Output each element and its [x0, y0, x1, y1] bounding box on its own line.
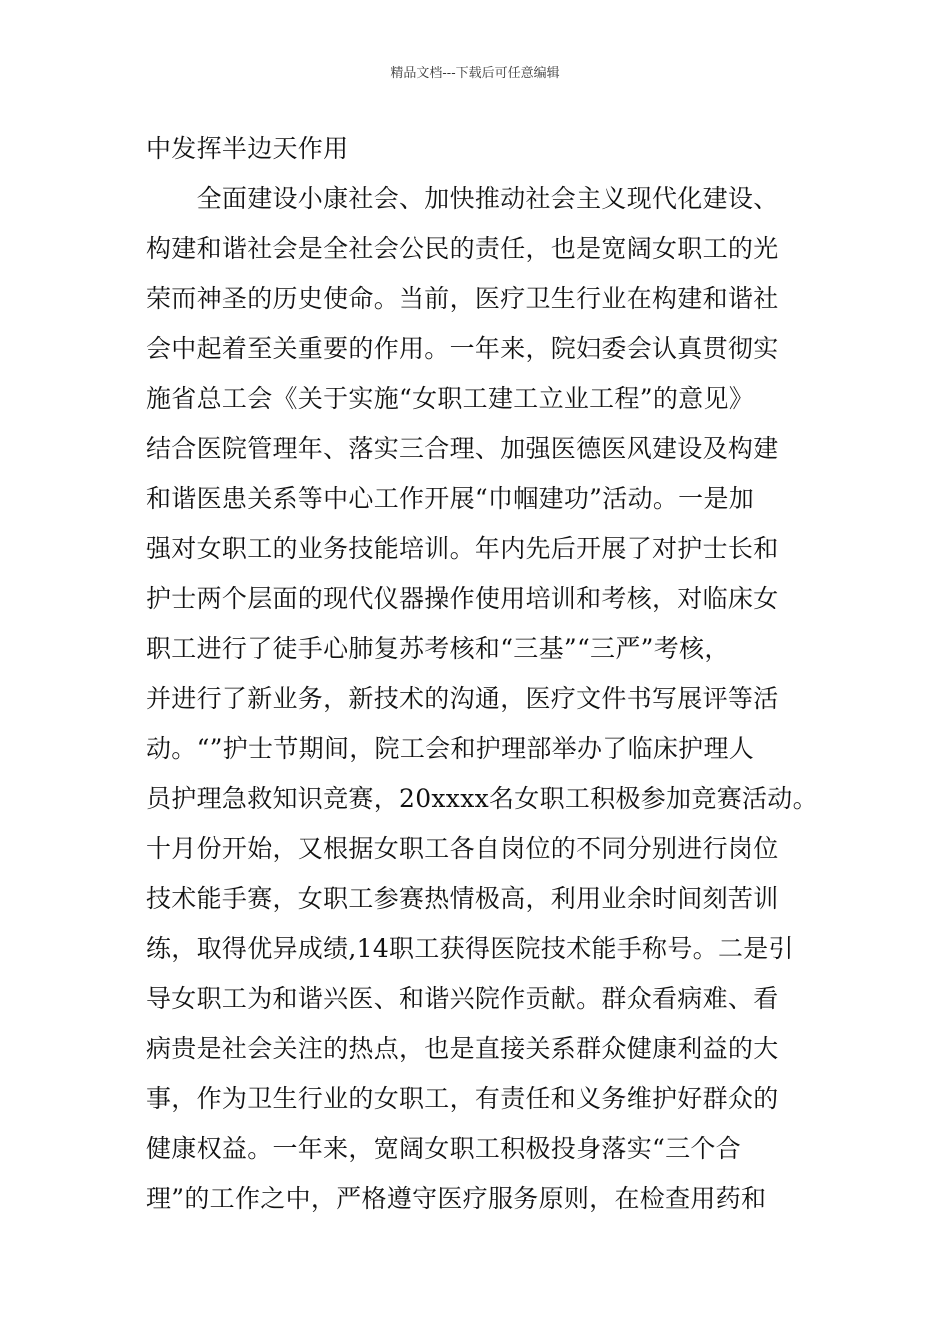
body-text	[146, 124, 846, 1224]
text-line: 练，取得优异成绩,14职工获得医院技术能手称号。二是引	[146, 934, 794, 963]
text-line: 会中起着至关重要的作用。一年来，院妇委会认真贯彻实	[146, 334, 779, 363]
text-line: 强对女职工的业务技能培训。年内先后开展了对护士长和	[146, 534, 779, 563]
text-line: 和谐医患关系等中心工作开展“巾帼建功”活动。一是加	[146, 484, 755, 513]
text-line: 健康权益。一年来，宽阔女职工积极投身落实“三个合	[146, 1134, 741, 1163]
text-line: 全面建设小康社会、加快推动社会主义现代化建设、	[146, 184, 779, 213]
text-line: 构建和谐社会是全社会公民的责任，也是宽阔女职工的光	[146, 234, 779, 263]
text-line: 十月份开始，又根据女职工各自岗位的不同分别进行岗位	[146, 834, 779, 863]
page-header: 精品文档---下载后可任意编辑	[390, 66, 560, 81]
text-line: 并进行了新业务，新技术的沟通，医疗文件书写展评等活	[146, 684, 779, 713]
text-line: 导女职工为和谐兴医、和谐兴院作贡献。群众看病难、看	[146, 984, 779, 1013]
text-line: 员护理急救知识竞赛，20xxxx名女职工积极参加竞赛活动。	[146, 784, 818, 813]
text-line: 中发挥半边天作用	[146, 134, 349, 163]
text-line: 事，作为卫生行业的女职工，有责任和义务维护好群众的	[146, 1084, 779, 1113]
text-line: 结合医院管理年、落实三合理、加强医德医风建设及构建	[146, 434, 779, 463]
text-line: 动。“”护士节期间，院工会和护理部举办了临床护理人	[146, 734, 755, 763]
text-line: 技术能手赛，女职工参赛热情极高，利用业余时间刻苦训	[146, 884, 779, 913]
text-line: 职工进行了徒手心肺复苏考核和“三基”“三严”考核，	[146, 634, 730, 663]
text-line: 施省总工会《关于实施“女职工建工立业工程”的意见》	[146, 384, 755, 413]
text-line: 病贵是社会关注的热点，也是直接关系群众健康利益的大	[146, 1034, 779, 1063]
text-line: 荣而神圣的历史使命。当前，医疗卫生行业在构建和谐社	[146, 284, 779, 313]
text-line: 护士两个层面的现代仪器操作使用培训和考核，对临床女	[146, 584, 779, 613]
text-line: 理”的工作之中，严格遵守医疗服务原则，在检查用药和	[146, 1184, 767, 1213]
